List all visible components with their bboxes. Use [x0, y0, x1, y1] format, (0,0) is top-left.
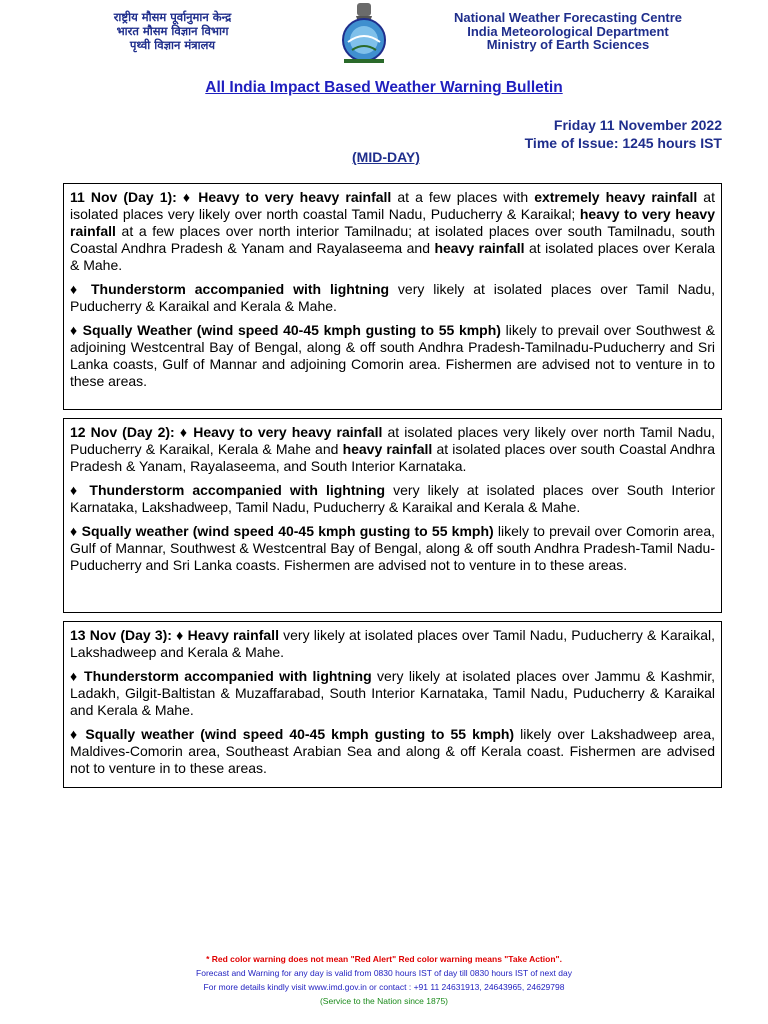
day-1-rainfall-text-2: at isolated places very likely over north coastal Tamil Nadu, Puducherry & Karaikal; — [70, 189, 715, 222]
day-3-squally-heading: ♦ Squally weather (wind speed 40-45 kmph gusting to 55 kmph) — [70, 726, 515, 742]
day-3-rainfall — [70, 627, 715, 661]
day-2-heavy-rainfall: heavy rainfall — [342, 441, 433, 457]
bulletin-title: All India Impact Based Weather Warning Bulletin — [205, 79, 563, 96]
footer — [0, 952, 768, 1008]
day-1-thunderstorm-text: very likely at isolated places over Tamil Nadu, Puducherry & Karaikal and Kerala & Mahe. — [70, 281, 715, 314]
footer-validity: Forecast and Warning for any day is valid from 0830 hours IST of day till 0830 hours IST of next day — [196, 968, 572, 978]
day-2-squally-weather — [70, 523, 715, 574]
issue-date: Friday 11 November 2022 — [553, 117, 722, 133]
issue-time: Time of Issue: 1245 hours IST — [524, 135, 722, 151]
english-line-1: National Weather Forecasting Centre — [453, 10, 683, 25]
day-3-thunderstorm-text: very likely at isolated places over Jammu & Kashmir, Ladakh, Gilgit-Baltistan & Muzaffarabad, South Interior Karnataka, Tamil Nadu, Puducherry & Karaikal and Kerala & Mahe. — [70, 668, 716, 718]
day-3-squally-text: likely over Lakshadweep area, Maldives-Comorin area, Southeast Arabian Sea and along & off Kerala coast. Fishermen are advised not to venture in to these areas. — [70, 726, 715, 776]
hindi-line-1: राष्ट्रीय मौसम पूर्वानुमान केन्द्र — [113, 10, 232, 24]
footer-contact: For more details kindly visit www.imd.gov.in or contact : +91 11 24631913, 24643965, 24629798 — [203, 982, 565, 992]
day-1-heavy-rainfall-3: heavy rainfall — [434, 240, 525, 256]
imd-emblem-icon — [338, 2, 390, 64]
footer-service: (Service to the Nation since 1875) — [319, 996, 449, 1006]
day-1-squally-text: likely to prevail over Southwest & adjoining Westcentral Bay of Bengal, along & off south Andhra Pradesh-Tamilnadu-Puducherry and Sri Lanka coasts, Gulf of Mannar and adjoining Comorin area. Fishermen are advised not to venture in to these areas. — [70, 322, 715, 389]
day-3-rainfall-heading: ♦ Heavy rainfall — [176, 627, 279, 643]
day-1-label: 11 Nov (Day 1): — [70, 189, 177, 205]
day-2-warning-box — [63, 418, 722, 613]
day-2-rainfall-text-1: at isolated places very likely over north Tamil Nadu, Puducherry & Karaikal, Kerala & Mahe and — [70, 424, 716, 457]
day-1-thunderstorm-heading: ♦ Thunderstorm accompanied with lightning — [70, 281, 390, 297]
day-2-rainfall-text-2: at isolated places over south Coastal Andhra Pradesh & Yanam, Rayalaseema, and South Interior Karnataka. — [70, 441, 716, 474]
english-line-2: India Meteorological Department — [467, 23, 669, 39]
day-1-warning-box — [63, 183, 722, 410]
day-1-rainfall-heading: ♦ Heavy to very heavy rainfall — [182, 189, 392, 205]
day-1-rainfall — [70, 189, 715, 274]
day-1-squally-weather — [70, 322, 715, 390]
day-2-thunderstorm-heading: ♦ Thunderstorm accompanied with lightning — [70, 482, 386, 498]
day-3-squally-weather — [70, 726, 715, 777]
day-3-thunderstorm-heading: ♦ Thunderstorm accompanied with lightning — [70, 668, 372, 684]
hindi-line-3: पृथ्वी विज्ञान मंत्रालय — [129, 38, 216, 52]
day-2-squally-text: likely to prevail over Comorin area, Gulf of Mannar, Southwest & Westcentral Bay of Bengal, along & off south Andhra Pradesh-Tamil Nadu-Puducherry and Sri Lanka coasts. Fishermen are advised not to venture in to these areas. — [70, 523, 715, 573]
day-2-thunderstorm — [70, 482, 715, 516]
hindi-line-2: भारत मौसम विज्ञान विभाग — [116, 24, 229, 38]
day-1-extreme-rainfall: extremely heavy rainfall — [534, 189, 698, 205]
day-2-squally-heading: ♦ Squally weather (wind speed 40-45 kmph gusting to 55 kmph) — [70, 523, 494, 539]
day-1-heavy-rainfall-2: heavy to very heavy rainfall — [70, 206, 715, 239]
day-1-rainfall-text-3: at a few places over north interior Tamilnadu; at isolated places over south Tamilnadu, south Coastal Andhra Pradesh & Yanam and Rayalaseema and — [70, 223, 715, 256]
english-header — [418, 11, 718, 52]
day-1-thunderstorm — [70, 281, 715, 315]
day-1-squally-heading: ♦ Squally Weather (wind speed 40-45 kmph gusting to 55 kmph) — [70, 322, 501, 338]
day-3-thunderstorm — [70, 668, 715, 719]
english-line-3: Ministry of Earth Sciences — [486, 37, 650, 52]
day-2-rainfall-heading: ♦ Heavy to very heavy rainfall — [179, 424, 383, 440]
day-2-thunderstorm-text: very likely at isolated places over South Interior Karnataka, Lakshadweep, Tamil Nadu, Puducherry & Karaikal and Kerala & Mahe. — [70, 482, 715, 515]
edition-label: (MID-DAY) — [352, 149, 420, 165]
issue-info — [525, 116, 722, 152]
footer-red-warning-note: * Red color warning does not mean "Red Alert" Red color warning means "Take Action". — [206, 954, 562, 964]
day-1-rainfall-text-4: at isolated places over Kerala & Mahe. — [70, 240, 715, 273]
day-1-rainfall-text-1: at a few places with — [391, 189, 535, 205]
hindi-header — [70, 10, 275, 52]
day-2-label: 12 Nov (Day 2): — [70, 424, 175, 440]
day-2-rainfall — [70, 424, 715, 475]
day-3-label: 13 Nov (Day 3): — [70, 627, 172, 643]
day-3-warning-box — [63, 621, 722, 788]
day-3-rainfall-text: very likely at isolated places over Tamil Nadu, Puducherry & Karaikal, Lakshadweep and Kerala & Mahe. — [70, 627, 715, 660]
